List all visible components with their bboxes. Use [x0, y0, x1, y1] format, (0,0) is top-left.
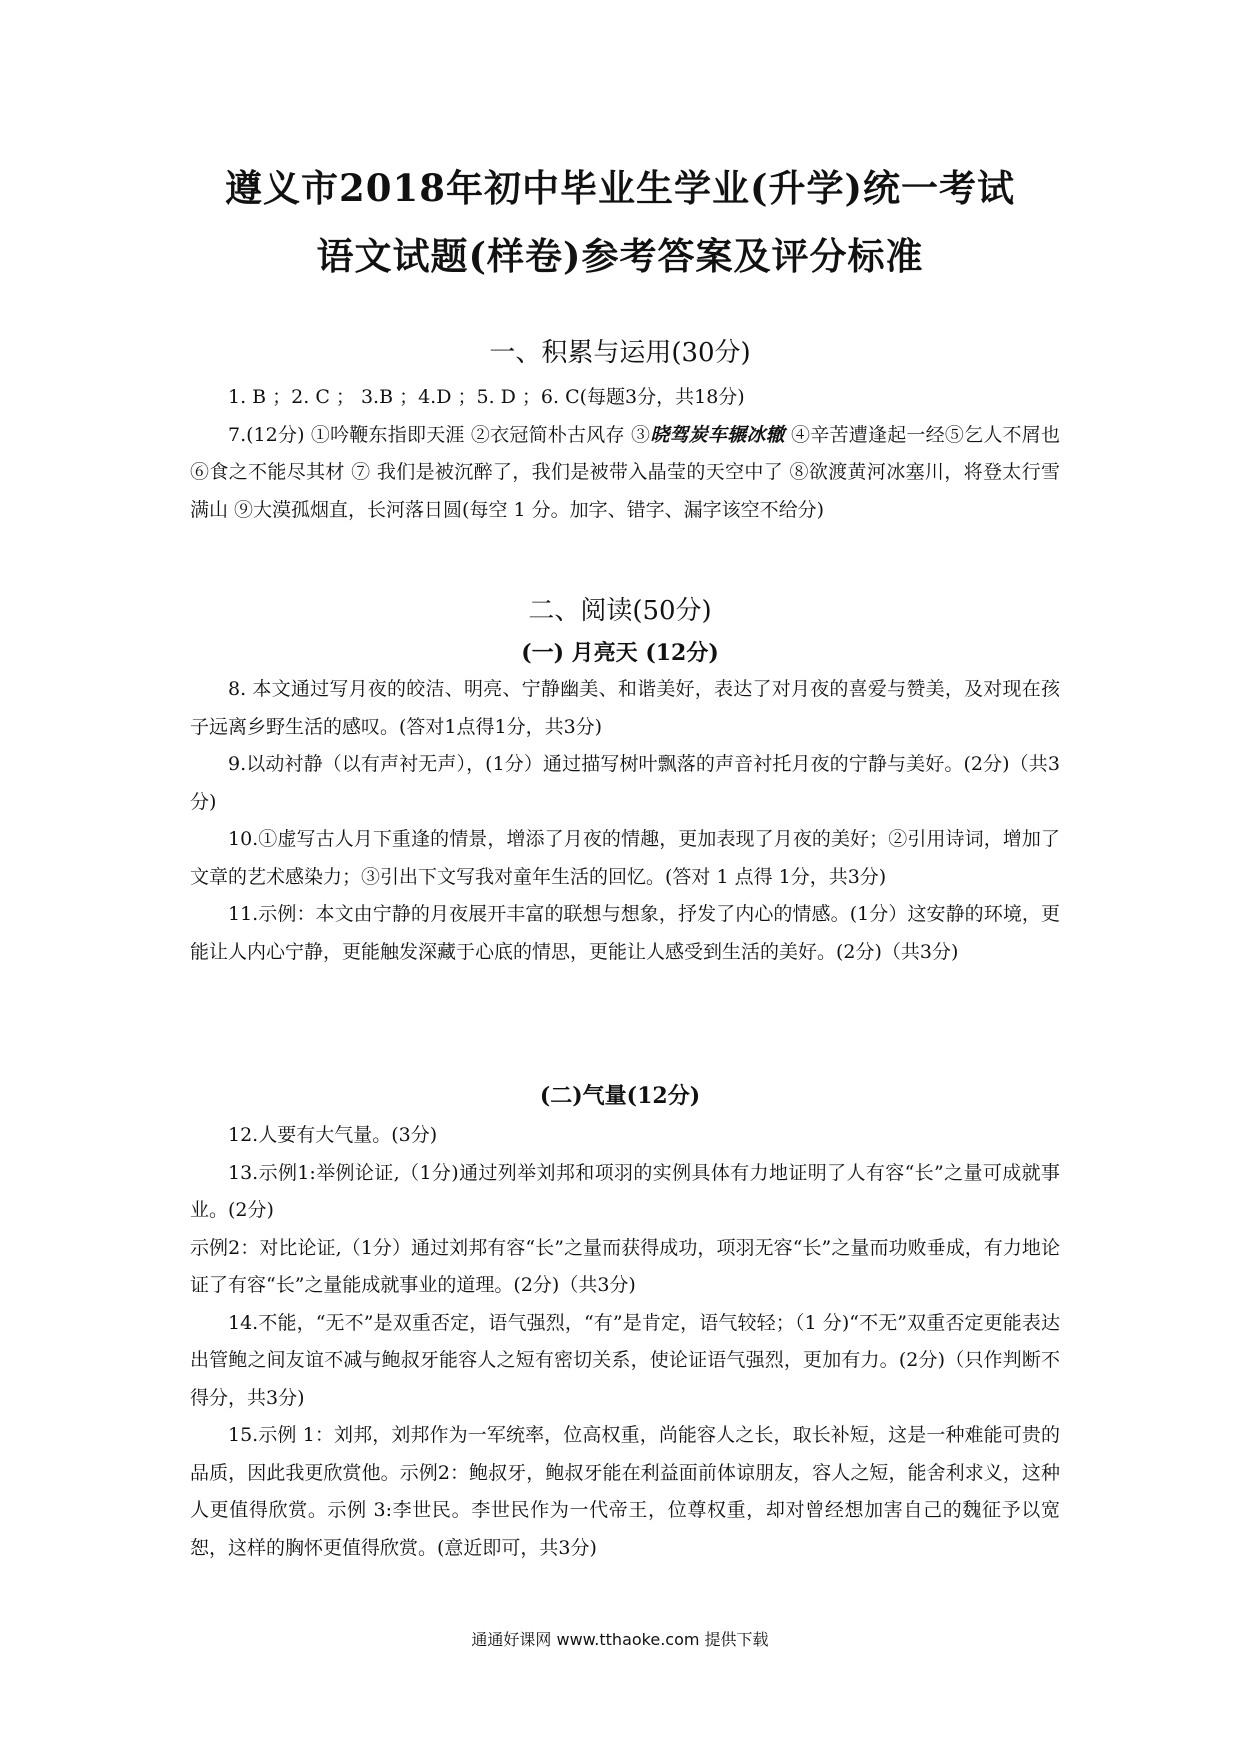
reading-part-1-body — [190, 671, 1060, 971]
answer-q7-rest: ④辛苦遭逢起一经⑤乞人不屑也⑥食之不能尽其材 ⑦ 我们是被沉醉了，我们是被带入晶莹的天空中了 ⑧欲渡黄河冰塞川，将登太行雪满山 ⑨大漠孤烟直，长河落日圆(每空 1 分。加字、错字、漏字该空不给分) — [190, 423, 1060, 521]
answer-q7-start: 7.(12分) ①吟鞭东指即天涯 ②衣冠简朴古风存 ③ — [228, 423, 651, 446]
reading-part-2-heading: (二)气量(12分) — [539, 1083, 701, 1109]
section-1-body — [190, 379, 1060, 529]
answer-q13-example-2: 示例2：对比论证,（1分）通过刘邦有容“长”之量而获得成功，项羽无容“长”之量而功败垂成，有力地论证了有容“长”之量能成就事业的道理。(2分)（共3分) — [190, 1236, 1060, 1296]
reading-part-1-heading: (一) 月亮天 (12分) — [521, 640, 719, 666]
answer-q8: 8. 本文通过写月夜的皎洁、明亮、宁静幽美、和谐美好，表达了对月夜的喜爱与赞美，及对现在孩子远离乡野生活的感叹。(答对1点得1分，共3分) — [190, 678, 1060, 738]
document-subtitle: 语文试题(样卷)参考答案及评分标准 — [316, 234, 924, 278]
answer-q13-example-1: 13.示例1:举例论证,（1分)通过列举刘邦和项羽的实例具体有力地证明了人有容“长”之量可成就事业。(2分) — [190, 1161, 1060, 1221]
download-footer: 通通好课网 www.tthaoke.com 提供下载 — [471, 1630, 769, 1649]
answer-q11: 11.示例：本文由宁静的月夜展开丰富的联想与想象，抒发了内心的情感。(1分）这安静的环境，更能让人内心宁静，更能触发深藏于心底的情思，更能让人感受到生活的美好。(2分)（共3分) — [190, 903, 1060, 963]
answer-q12: 12.人要有大气量。(3分) — [228, 1124, 438, 1146]
section-2-heading: 二、阅读(50分) — [528, 596, 712, 626]
answer-q9: 9.以动衬静（以有声衬无声），(1分）通过描写树叶飘落的声音衬托月夜的宁静与美好。(2分)（共3分) — [190, 753, 1060, 813]
section-1-heading: 一、积累与运用(30分) — [489, 338, 751, 368]
document-title: 遵义市2018年初中毕业生学业(升学)统一考试 — [225, 166, 1015, 210]
answer-q1-6: 1. B ；2. C ； 3.B ；4.D ；5. D ；6. C(每题3分，共18分) — [228, 386, 745, 408]
answer-q7 — [190, 417, 1060, 530]
answer-q7-emphasis: 晓驾炭车辗冰辙 — [650, 423, 785, 446]
reading-part-2-body — [190, 1117, 1060, 1567]
answer-q10: 10.①虚写古人月下重逢的情景，增添了月夜的情趣，更加表现了月夜的美好；②引用诗词，增加了文章的艺术感染力；③引出下文写我对童年生活的回忆。(答对 1 点得 1分，共3分) — [190, 828, 1060, 888]
answer-q14: 14.不能，“无不”是双重否定，语气强烈，“有”是肯定，语气较轻；（1 分)“不无”双重否定更能表达出管鲍之间友谊不减与鲍叔牙能容人之短有密切关系，使论证语气强烈，更加有力。(2分)（只作判断不得分，共3分) — [190, 1311, 1060, 1409]
answer-q15: 15.示例 1：刘邦，刘邦作为一军统率，位高权重，尚能容人之长，取长补短，这是一种难能可贵的品质，因此我更欣赏他。示例2：鲍叔牙，鲍叔牙能在利益面前体谅朋友，容人之短，能舍利求义，这种人更值得欣赏。示例 3:李世民。李世民作为一代帝王，位尊权重，却对曾经想加害自己的魏征予以宽恕，这样的胸怀更值得欣赏。(意近即可，共3分) — [190, 1424, 1060, 1559]
